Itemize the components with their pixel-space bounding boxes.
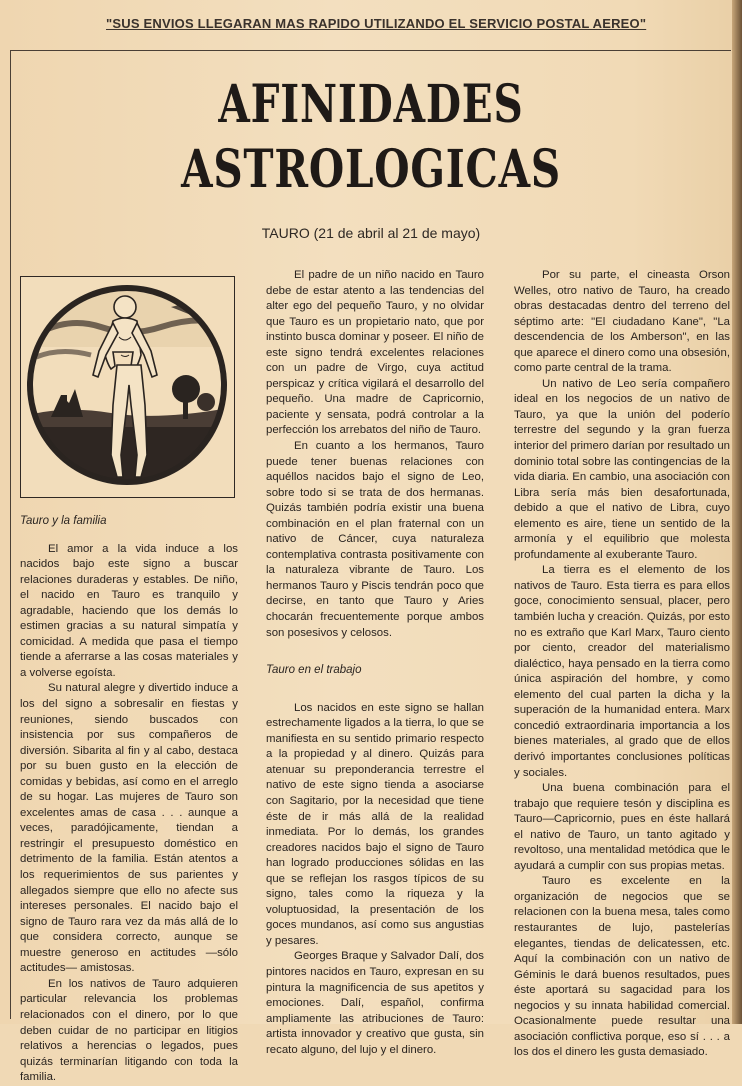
article-subtitle: TAURO (21 de abril al 21 de mayo): [261, 225, 481, 241]
paragraph: Una buena combinación para el trabajo que requiere tesón y disciplina es Tauro—Capricornio, pues en éste hallará el nativo de Tauro, un tanto agitado y revoltoso, una mentalidad metódica que le ayudará a cumplir con sus propias metas.: [514, 782, 730, 872]
header-banner: "SUS ENVIOS LLEGARAN MAS RAPIDO UTILIZANDO EL SERVICIO POSTAL AEREO": [106, 16, 647, 31]
paragraph: La tierra es el elemento de los nativos de Tauro. Esta tierra es para ellos goce, conocimiento sensual, placer, pero también lucha y creación. Quizás, por esto no es extraño que Karl Marx, Tauro ciento por ciento, creador del materialismo dialéctico, haya pensado en la tierra como única aspiración del hombre, y como elemento del cual parten la dicha y la superación de la humanidad entera. Marx concedió extraordinaria importancia a los bienes materiales, al grado que de ellos derivó importantes conclusiones políticas y sociales.: [514, 564, 730, 779]
paragraph: Los nacidos en este signo se hallan estrechamente ligados a la tierra, lo que se manifiesta en su sentido primario respecto a la propiedad y al dinero. Quizás para atenuar su preponderancia terrestre el nativo de este signo tienda a asociarse con Sagitario, por la necesidad que tiene éste de ir más allá de la realidad inmediata. Por lo demás, los grandes creadores nacidos bajo el signo de Tauro han logrado producciones sólidas en las que se reflejan los rasgos típicos de su signo, tales como la riqueza y la voluptuosidad, la presentación de los goces mundanos, así como sus angustias y pesares.: [266, 701, 484, 947]
illustration-frame: [20, 276, 235, 498]
zodiac-taurus-man-medallion-icon: [21, 277, 234, 497]
paragraph: En los nativos de Tauro adquieren particular relevancia los problemas relacionados con el dinero, por lo que deben cuidar de no participar en litigios relativos a herencias o legados, pues quizás terminarían litigando con toda la familia.: [20, 977, 238, 1084]
paragraph: El amor a la vida induce a los nacidos bajo este signo a buscar relaciones duraderas y estables. De niño, el nacido en Tauro es tranquilo y agradable, haciendo que los demás lo estimen gracias a su natural simpatía y comicidad. A medida que pasa el tiempo tiende a aferrarse a las cosas materiales y a volverse egoísta.: [20, 542, 238, 679]
paragraph: Su natural alegre y divertido induce a los del signo a sobresalir en fiestas y reuniones, siendo buscados con insistencia por sus compañeros de diversión. Sibarita al fin y al cabo, destaca por su buen gusto en la elección de comidas y bebidas, así como en el arreglo de su hogar. Las mujeres de Tauro son excelentes amas de casa . . . aunque a veces, paradójicamente, tiendan a restringir el presupuesto doméstico en detrimento de la familia. Están atentos a los requerimientos de sus parientes y allegados siempre que ello no afecte sus intereses personales. El nacido bajo el signo de Tauro rara vez da más allá de lo que considera correcto, aunque se muestre generoso en actitudes —sólo actitudes— amistosas.: [20, 682, 238, 975]
page-edge-shadow: [732, 0, 742, 1024]
paragraph: Georges Braque y Salvador Dalí, dos pintores nacidos en Tauro, expresan en su pintura la magnificencia de sus apetitos y emociones. Dalí, español, confirma ampliamente las atribuciones de Tauro: artista innovador y creativo que gusta, sin recato alguno, del lujo y el dinero.: [266, 950, 484, 1056]
paragraph: En cuanto a los hermanos, Tauro puede tener buenas relaciones con aquéllos nacidos bajo el signo de Leo, sobre todo si se trata de dos hermanas. Quizás también podría existir una buena combinación en el plan fraternal con un nativo de Cáncer, cuya naturaleza contemplativa contrasta positivamente con la naturaleza vibrante de Tauro. Los hermanos Tauro y Piscis tendrán poco que decirse, en tanto que Tauro y Aries chocarán frecuentemente porque ambos son posesivos y celosos.: [266, 440, 484, 639]
title-line-2: ASTROLOGICAS: [181, 139, 561, 200]
paragraph: Por su parte, el cineasta Orson Welles, otro nativo de Tauro, ha creado obras destacadas dentro del terreno del séptimo arte: "El ciudadano Kane", "La descendencia de los Amberson", en las que aparece el dinero como una obsesión, como parte central de la trama.: [514, 269, 730, 375]
section-heading-family: Tauro y la familia: [20, 515, 107, 527]
paragraph: Un nativo de Leo sería compañero ideal en los negocios de un nativo de Tauro, ya que la unión del poderío terrestre del segundo y la gran fuerza interior del primero darían por resultado un dominio total sobre las contingencias de la vida diaria. En cambio, una asociación con Libra sería más bien desafortunada, debido a que el nativo de Libra, cuyo elemento es aire, tiene un sentido de la armonía y el equilibrio que molesta profundamente al exuberante Tauro.: [514, 377, 730, 561]
paragraph: El padre de un niño nacido en Tauro debe de estar atento a las tendencias del alter ego del pequeño Tauro, y no olvidar que Tauro es un propietario nato, que por instinto busca dominar y poseer. El niño de este signo tendrá excelentes relaciones con un padre de Virgo, cuya actitud perspicaz y crítica vigilará el desarrollo del pequeño. Una madre de Capricornio, paciente y sensata, podrá controlar a la perfección los arrebatos del niño de Tauro.: [266, 269, 484, 437]
paragraph: Tauro es excelente en la organización de negocios que se relacionen con la buena mesa, tales como restaurantes de lujo, pastelerías elegantes, tiendas de delicatessen, etc. Aquí la combinación con un nativo de Géminis le dará buenos resultados, pues éste aportará su sagacidad para los negocios y su innata habilidad comercial. Ocasionalmente puede resultar una asociación conflictiva porque, eso sí . . . a los dos el dinero les gusta demasiado.: [514, 875, 730, 1059]
column-2: [266, 268, 484, 1058]
title-line-1: AFINIDADES: [218, 74, 524, 135]
column-3: [514, 268, 730, 1061]
section-heading-work: Tauro en el trabajo: [266, 664, 362, 677]
column-1: [20, 514, 238, 1086]
